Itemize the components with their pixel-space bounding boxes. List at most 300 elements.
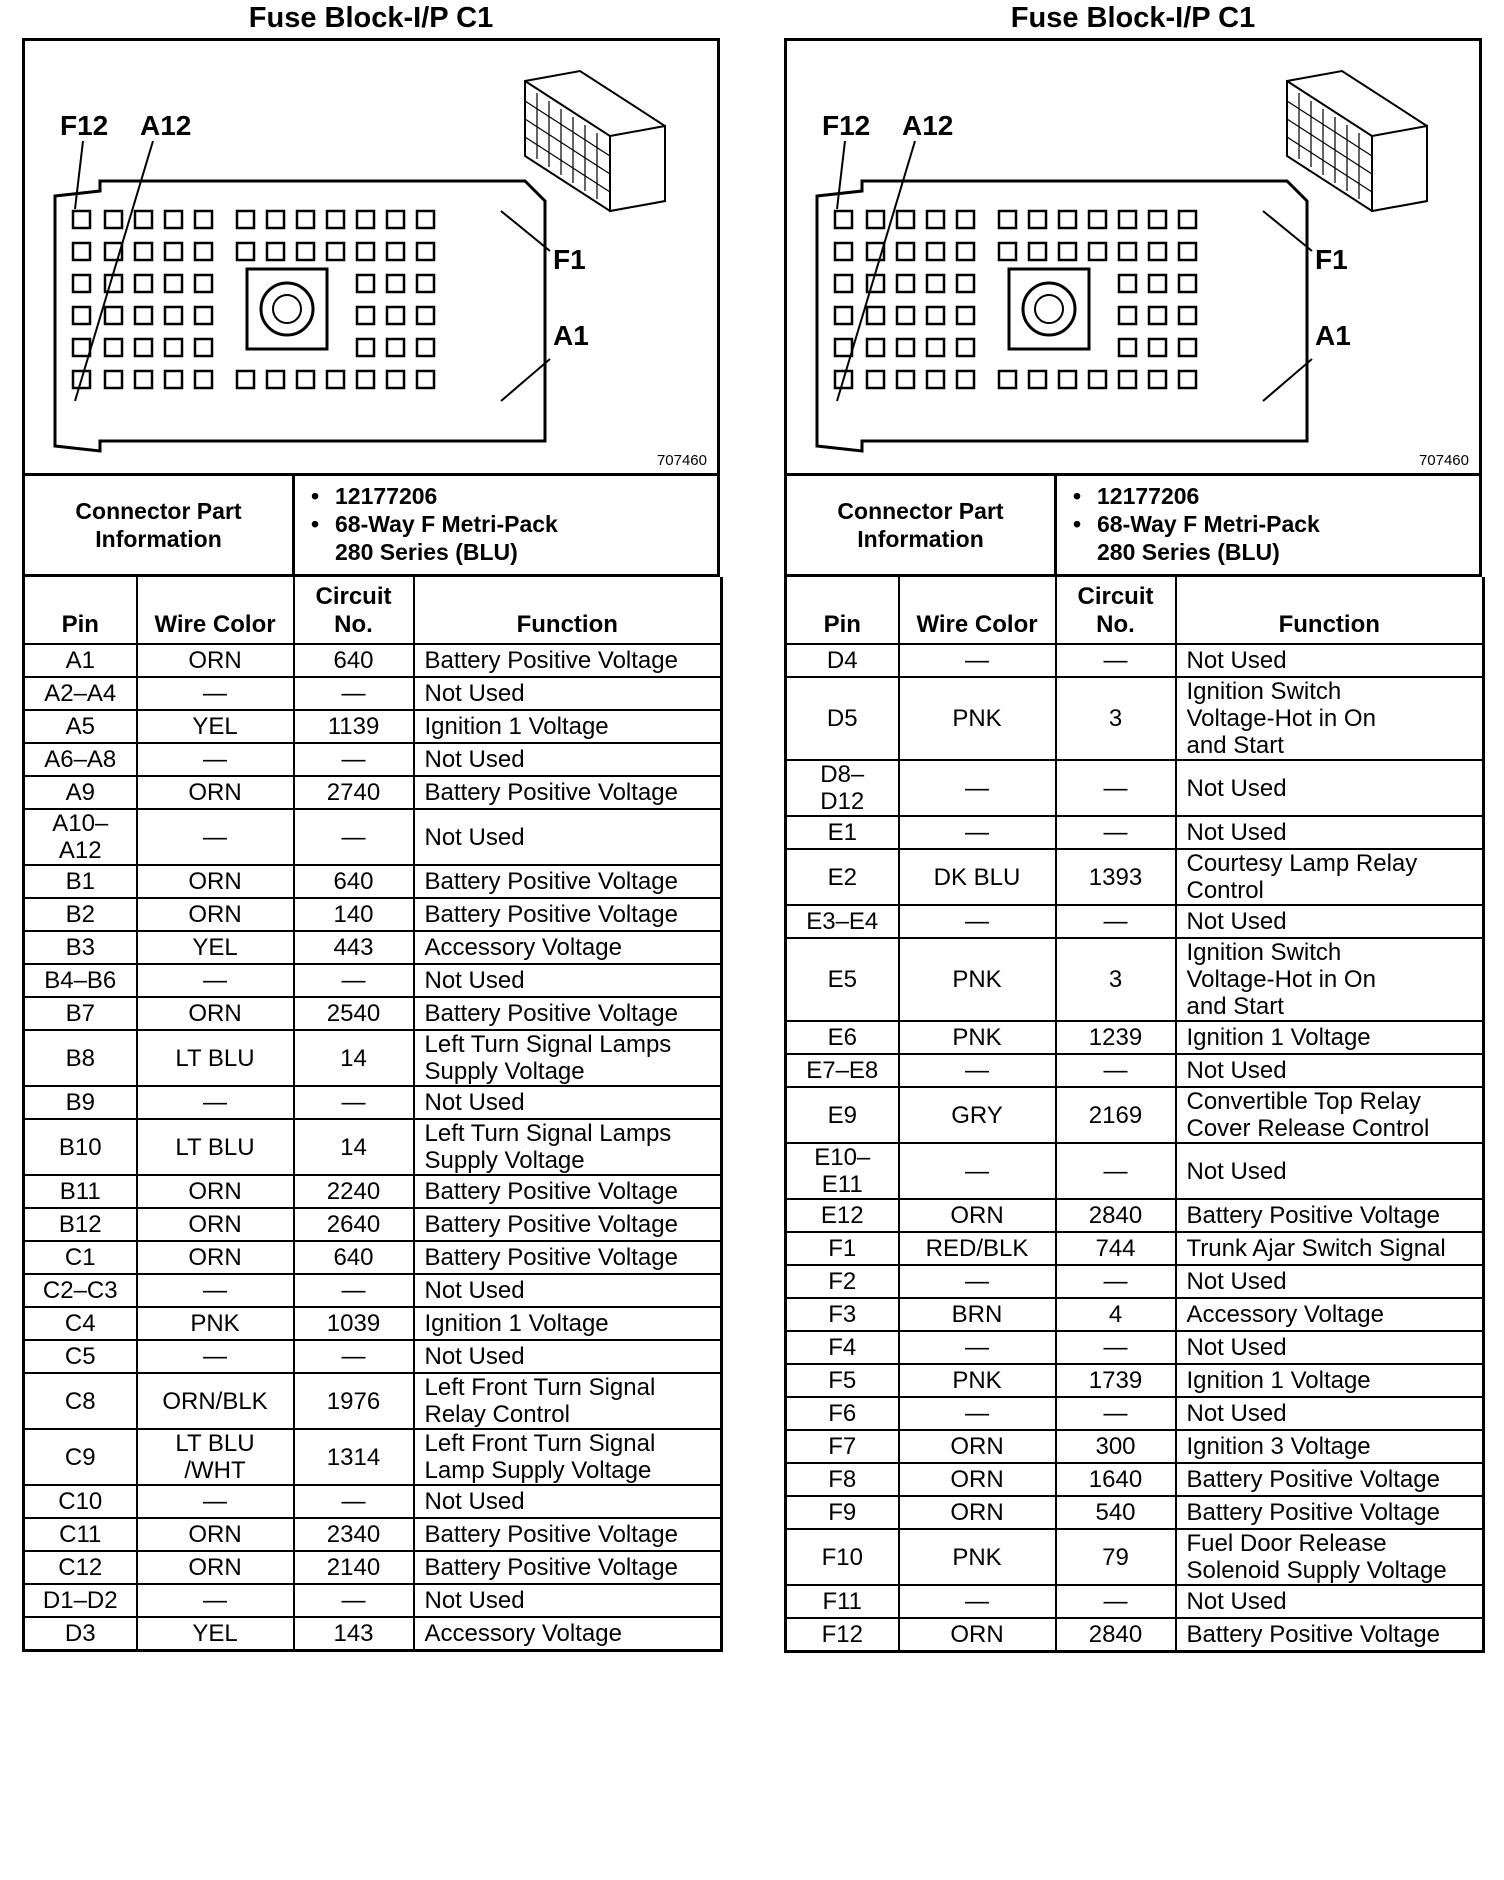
pin-cavity: [1179, 307, 1196, 324]
pin-cell-text: E10– E11: [814, 1144, 871, 1198]
wire-color-cell-text: PNK: [952, 705, 1002, 732]
function-cell: [414, 865, 722, 898]
pin-cavity: [867, 371, 884, 388]
table-row: [786, 1021, 1484, 1054]
pin-cell-text: D3: [64, 1619, 96, 1647]
part-description-2: 280 Series (BLU): [335, 539, 518, 565]
function-cell-text: Not Used: [1186, 1057, 1287, 1084]
label-a12: A12: [902, 110, 954, 141]
table-row: [24, 710, 722, 743]
pin-cavity: [237, 371, 254, 388]
function-cell-text: Accessory Voltage: [424, 934, 622, 961]
pin-cavity: [1179, 275, 1196, 292]
wire-color-cell-text: —: [965, 1588, 989, 1615]
circuit-cell-text: 3: [1108, 705, 1123, 732]
pin-cell: [24, 743, 137, 776]
wire-color-cell-text: —: [965, 908, 989, 935]
pin-cavity: [195, 275, 212, 292]
wire-color-cell: [899, 1496, 1056, 1529]
circuit-cell: [294, 1086, 414, 1119]
pin-cell: [24, 1551, 137, 1584]
circuit-cell-text: —: [341, 1343, 366, 1370]
table-row: [24, 644, 722, 677]
pin-cavity: [1029, 211, 1046, 228]
pin-cavity: [417, 339, 434, 356]
pin-cell: [786, 1298, 899, 1331]
circuit-cell-text: 143: [333, 1619, 374, 1647]
circuit-cell: [294, 710, 414, 743]
header-function: Function: [1176, 577, 1484, 644]
pin-cavity: [835, 211, 852, 228]
pin-cavity: [135, 275, 152, 292]
pin-cell-text: F9: [828, 1499, 857, 1526]
pin-cavity: [387, 339, 404, 356]
wire-color-cell-text: GRY: [951, 1101, 1003, 1129]
pin-cell-text: B10: [58, 1133, 102, 1161]
circuit-cell: [294, 1551, 414, 1584]
table-row: [24, 1373, 722, 1429]
function-cell-text: Not Used: [424, 1277, 525, 1304]
function-cell-text: Battery Positive Voltage: [1186, 1620, 1440, 1648]
pin-cavity: [1119, 339, 1136, 356]
wire-color-cell: [137, 710, 294, 743]
pin-cavity: [165, 243, 182, 260]
wire-color-cell: [899, 905, 1056, 938]
circuit-cell: [294, 997, 414, 1030]
wire-color-cell-text: —: [965, 1157, 989, 1185]
wire-color-cell: [899, 1298, 1056, 1331]
circuit-cell-text: 2640: [326, 1211, 381, 1238]
pin-cavity: [165, 211, 182, 228]
wire-color-cell: [899, 1463, 1056, 1496]
table-row: [24, 677, 722, 710]
circuit-cell: [294, 1030, 414, 1086]
pin-cavity: [105, 339, 122, 356]
pin-cavity: [1149, 339, 1166, 356]
wire-color-cell-text: —: [965, 774, 989, 802]
circuit-cell-text: 443: [333, 934, 374, 961]
wire-color-cell-text: LT BLU /WHT: [175, 1430, 255, 1484]
table-row: [786, 1496, 1484, 1529]
pin-cavity: [867, 307, 884, 324]
function-cell-text: Not Used: [424, 1089, 525, 1116]
wire-color-cell-text: ORN: [188, 868, 242, 895]
pin-cavity: [417, 211, 434, 228]
circuit-cell: [1056, 816, 1176, 849]
function-cell: [414, 644, 722, 677]
function-cell-text: Battery Positive Voltage: [1186, 1499, 1440, 1526]
circuit-cell: [1056, 1199, 1176, 1232]
pin-cell-text: C2–C3: [42, 1277, 118, 1304]
wire-color-cell: [899, 1232, 1056, 1265]
circuit-cell: [294, 1429, 414, 1485]
circuit-cell-text: —: [1103, 1268, 1128, 1295]
pin-cell-text: E12: [820, 1202, 864, 1229]
table-row: [786, 1618, 1484, 1651]
function-cell: [414, 1340, 722, 1373]
pin-cavity: [73, 275, 90, 292]
pin-cavity: [267, 243, 284, 260]
pin-cavity: [267, 211, 284, 228]
wire-color-cell: [137, 997, 294, 1030]
circuit-cell: [294, 1241, 414, 1274]
pin-table: [784, 577, 1485, 1653]
pin-cavity: [835, 307, 852, 324]
pin-cell: [24, 1241, 137, 1274]
pin-cell-text: C5: [64, 1343, 96, 1370]
connector-part-info: [784, 476, 1482, 577]
table-row: [786, 849, 1484, 905]
function-cell-text: Not Used: [1186, 1588, 1287, 1615]
function-cell-text: Battery Positive Voltage: [424, 1211, 678, 1238]
function-cell: [414, 931, 722, 964]
pin-cell-text: C1: [64, 1244, 96, 1271]
pin-cavity: [1149, 371, 1166, 388]
pin-cell-text: D8– D12: [820, 761, 865, 815]
circuit-cell-text: 2740: [326, 779, 381, 806]
pin-cavity: [297, 371, 314, 388]
table-row: [786, 1199, 1484, 1232]
circuit-cell: [1056, 1143, 1176, 1199]
function-cell: [414, 1030, 722, 1086]
function-cell-text: Not Used: [1186, 819, 1287, 846]
connector-part-details: [295, 476, 717, 574]
pin-cavity: [357, 371, 374, 388]
pin-cavity: [1179, 371, 1196, 388]
pin-cell: [24, 776, 137, 809]
pin-cavity: [135, 243, 152, 260]
function-cell-text: Battery Positive Voltage: [424, 1178, 678, 1205]
wire-color-cell-text: —: [965, 1400, 989, 1427]
pin-cell-text: A1: [65, 647, 95, 674]
wire-color-cell: [137, 1617, 294, 1650]
circuit-cell: [1056, 905, 1176, 938]
wire-color-cell-text: RED/BLK: [925, 1235, 1029, 1262]
pin-cavity: [387, 211, 404, 228]
pin-cavity: [237, 211, 254, 228]
function-cell: [414, 898, 722, 931]
wire-color-cell-text: ORN: [950, 1433, 1004, 1460]
pin-cell: [786, 1430, 899, 1463]
pin-cell-text: E6: [827, 1024, 857, 1051]
table-row: [24, 776, 722, 809]
pin-cavity: [1059, 211, 1076, 228]
pin-cavity: [999, 243, 1016, 260]
pin-cavity: [357, 243, 374, 260]
circuit-cell: [1056, 1397, 1176, 1430]
wire-color-cell: [137, 1086, 294, 1119]
function-cell-text: Not Used: [424, 680, 525, 707]
pin-cavity: [1089, 211, 1106, 228]
function-cell-text: Accessory Voltage: [1186, 1301, 1384, 1328]
table-row: [24, 997, 722, 1030]
function-cell: [1176, 1585, 1484, 1618]
circuit-cell: [294, 931, 414, 964]
pin-cell-text: B3: [65, 934, 95, 961]
circuit-cell: [294, 1617, 414, 1650]
pin-cell-text: F12: [821, 1620, 863, 1648]
circuit-cell-text: 1139: [327, 713, 380, 740]
pin-cavity: [927, 243, 944, 260]
pin-cavity: [387, 307, 404, 324]
label-f12: F12: [60, 110, 109, 141]
pin-cell: [24, 1518, 137, 1551]
wire-color-cell: [899, 1143, 1056, 1199]
pin-cavity: [195, 211, 212, 228]
table-row: [786, 905, 1484, 938]
table-row: [786, 760, 1484, 816]
table-row: [786, 1585, 1484, 1618]
pin-table-header: [786, 577, 1484, 644]
function-cell: [414, 1307, 722, 1340]
wire-color-cell-text: —: [203, 1587, 227, 1614]
pin-cavity: [957, 243, 974, 260]
label-f1: F1: [553, 244, 586, 275]
wire-color-cell-text: DK BLU: [933, 863, 1021, 891]
function-cell: [414, 1485, 722, 1518]
wire-color-cell: [137, 677, 294, 710]
function-cell: [414, 710, 722, 743]
pin-cavity: [927, 307, 944, 324]
function-cell-text: Ignition 1 Voltage: [1186, 1367, 1371, 1394]
circuit-cell: [294, 644, 414, 677]
circuit-cell-text: 1314: [326, 1443, 381, 1471]
pin-cavity: [357, 339, 374, 356]
pin-cell-text: B7: [65, 1000, 95, 1027]
table-row: [24, 1030, 722, 1086]
circuit-cell: [1056, 1618, 1176, 1651]
wire-color-cell: [137, 644, 294, 677]
pin-cell-text: C9: [64, 1443, 96, 1471]
wire-color-cell: [137, 1373, 294, 1429]
circuit-cell-text: 640: [333, 1244, 374, 1271]
pin-cell-text: A9: [65, 779, 95, 806]
wire-color-cell-text: PNK: [952, 1543, 1002, 1571]
wire-color-cell: [137, 1340, 294, 1373]
wire-color-cell-text: PNK: [952, 966, 1002, 993]
connector-face-illustration: [787, 41, 1479, 473]
circuit-cell: [1056, 1331, 1176, 1364]
circuit-cell-text: 3: [1108, 966, 1123, 993]
pin-cavity: [999, 211, 1016, 228]
connector-panel-right: [784, 0, 1482, 1653]
circuit-cell-text: —: [1103, 819, 1128, 846]
function-cell-text: Ignition Switch Voltage-Hot in On and Start: [1186, 678, 1376, 759]
pin-cell: [786, 1618, 899, 1651]
pin-cavity: [73, 307, 90, 324]
header-wire-color: Wire Color: [137, 577, 294, 644]
pin-cell: [24, 1119, 137, 1175]
pin-cell: [786, 1143, 899, 1199]
pin-cell-text: B11: [59, 1178, 101, 1205]
function-cell: [1176, 644, 1484, 677]
function-cell: [414, 1119, 722, 1175]
circuit-cell-text: 540: [1095, 1499, 1136, 1526]
wire-color-cell-text: PNK: [190, 1310, 240, 1337]
label-a12: A12: [140, 110, 192, 141]
pin-cavity: [835, 275, 852, 292]
pin-cavity: [957, 275, 974, 292]
wire-color-cell: [137, 809, 294, 865]
wire-color-cell: [899, 1021, 1056, 1054]
wire-color-cell: [137, 1030, 294, 1086]
circuit-cell-text: 2840: [1088, 1202, 1143, 1229]
wire-color-cell: [899, 1054, 1056, 1087]
function-cell: [414, 1086, 722, 1119]
wire-color-cell: [137, 1175, 294, 1208]
function-cell-text: Left Front Turn Signal Relay Control: [424, 1374, 656, 1428]
pin-cell: [786, 1585, 899, 1618]
circuit-cell-text: 1039: [326, 1310, 381, 1337]
table-row: [786, 938, 1484, 1021]
pin-cell: [24, 1274, 137, 1307]
circuit-cell-text: 1239: [1088, 1024, 1143, 1051]
pin-cavity: [165, 275, 182, 292]
pin-cell: [786, 1496, 899, 1529]
function-cell: [1176, 1618, 1484, 1651]
circuit-cell: [294, 1584, 414, 1617]
pin-cavity: [105, 371, 122, 388]
wire-color-cell-text: ORN: [188, 901, 242, 928]
pin-cavity: [195, 307, 212, 324]
function-cell: [414, 964, 722, 997]
table-row: [24, 1241, 722, 1274]
function-cell-text: Battery Positive Voltage: [1186, 1466, 1440, 1493]
pin-cell-text: F1: [828, 1235, 857, 1262]
function-cell-text: Left Turn Signal Lamps Supply Voltage: [424, 1031, 672, 1085]
wire-color-cell-text: ORN: [188, 1554, 242, 1581]
wire-color-cell: [899, 849, 1056, 905]
header-circuit: Circuit No.: [294, 577, 414, 644]
function-cell: [414, 743, 722, 776]
wire-color-cell-text: ORN: [188, 1244, 242, 1271]
pin-cell-text: D4: [826, 647, 858, 674]
pin-cavity: [387, 243, 404, 260]
pin-cavity: [897, 371, 914, 388]
circuit-cell-text: 79: [1102, 1543, 1129, 1571]
function-cell-text: Left Front Turn Signal Lamp Supply Voltage: [424, 1430, 656, 1484]
function-cell: [1176, 1364, 1484, 1397]
function-cell: [414, 1584, 722, 1617]
pin-cell: [786, 938, 899, 1021]
wire-color-cell: [899, 1265, 1056, 1298]
wire-color-cell: [899, 816, 1056, 849]
wire-color-cell-text: —: [203, 1488, 227, 1515]
table-row: [786, 816, 1484, 849]
wire-color-cell-text: ORN: [950, 1620, 1004, 1648]
pin-cell: [786, 1397, 899, 1430]
circuit-cell-text: 1739: [1088, 1367, 1143, 1394]
circuit-cell: [1056, 849, 1176, 905]
function-cell-text: Battery Positive Voltage: [424, 647, 678, 674]
wire-color-cell: [899, 1087, 1056, 1143]
pin-cell-text: C11: [59, 1521, 102, 1548]
wire-color-cell-text: ORN: [950, 1202, 1004, 1229]
circuit-cell-text: —: [1103, 1157, 1128, 1185]
pin-cell-text: F3: [828, 1301, 857, 1328]
pin-cavity: [1179, 211, 1196, 228]
connector-diagram: [22, 38, 720, 476]
pin-cell-text: E2: [827, 863, 857, 891]
header-pin: Pin: [24, 577, 137, 644]
pin-cell-text: C4: [64, 1310, 96, 1337]
wire-color-cell: [137, 931, 294, 964]
circuit-cell-text: —: [341, 967, 366, 994]
function-cell: [414, 1175, 722, 1208]
pin-cell: [786, 644, 899, 677]
pin-cell: [786, 1265, 899, 1298]
function-cell: [1176, 1087, 1484, 1143]
part-number: • 12177206: [335, 482, 717, 510]
connector-part-details: [1057, 476, 1479, 574]
table-row: [786, 644, 1484, 677]
wire-color-cell: [137, 1274, 294, 1307]
circuit-cell-text: —: [1103, 647, 1128, 674]
pin-cavity: [417, 371, 434, 388]
wire-color-cell-text: —: [203, 746, 227, 773]
circuit-cell-text: 2140: [326, 1554, 381, 1581]
circuit-cell: [294, 865, 414, 898]
function-cell: [1176, 1397, 1484, 1430]
function-cell: [1176, 1331, 1484, 1364]
pin-cavity: [1089, 371, 1106, 388]
circuit-cell: [294, 809, 414, 865]
pin-cell-text: C10: [58, 1488, 103, 1515]
circuit-cell: [294, 776, 414, 809]
diagram-ref-number: 707460: [1418, 452, 1469, 469]
connector-diagram: [784, 38, 1482, 476]
circuit-cell: [1056, 1054, 1176, 1087]
wire-color-cell-text: —: [203, 1343, 227, 1370]
circuit-cell-text: 1976: [326, 1387, 381, 1415]
circuit-cell-text: 140: [333, 901, 374, 928]
part-description-2: 280 Series (BLU): [1097, 539, 1280, 565]
pin-cavity: [357, 275, 374, 292]
function-cell: [414, 1373, 722, 1429]
pin-cavity: [835, 243, 852, 260]
pin-cavity: [1149, 275, 1166, 292]
function-cell-text: Not Used: [424, 823, 525, 851]
wire-color-cell: [137, 964, 294, 997]
pin-cell: [24, 1373, 137, 1429]
wire-color-cell-text: ORN: [188, 647, 242, 674]
wire-color-cell-text: —: [203, 1089, 227, 1116]
function-cell-text: Not Used: [1186, 1400, 1287, 1427]
function-cell: [1176, 1265, 1484, 1298]
circuit-cell-text: —: [341, 1587, 366, 1614]
pin-cavity: [1149, 211, 1166, 228]
circuit-cell-text: 14: [340, 1133, 367, 1161]
pin-cavity: [1029, 243, 1046, 260]
pin-cell: [786, 1529, 899, 1585]
table-row: [786, 1298, 1484, 1331]
circuit-cell: [1056, 1529, 1176, 1585]
circuit-cell: [294, 1518, 414, 1551]
function-cell: [1176, 760, 1484, 816]
function-cell-text: Ignition Switch Voltage-Hot in On and Start: [1186, 939, 1376, 1020]
circuit-cell-text: 300: [1095, 1433, 1136, 1460]
circuit-cell-text: —: [341, 823, 366, 851]
wire-color-cell-text: ORN: [188, 1521, 242, 1548]
pin-cavity: [927, 275, 944, 292]
function-cell-text: Not Used: [424, 1343, 525, 1370]
connector-part-info-label: Connector Part Information: [787, 476, 1057, 574]
connector-3d-icon: [525, 71, 665, 211]
circuit-cell: [294, 1119, 414, 1175]
pin-cell-text: B12: [58, 1211, 102, 1238]
pin-cell: [786, 677, 899, 760]
function-cell: [1176, 1143, 1484, 1199]
